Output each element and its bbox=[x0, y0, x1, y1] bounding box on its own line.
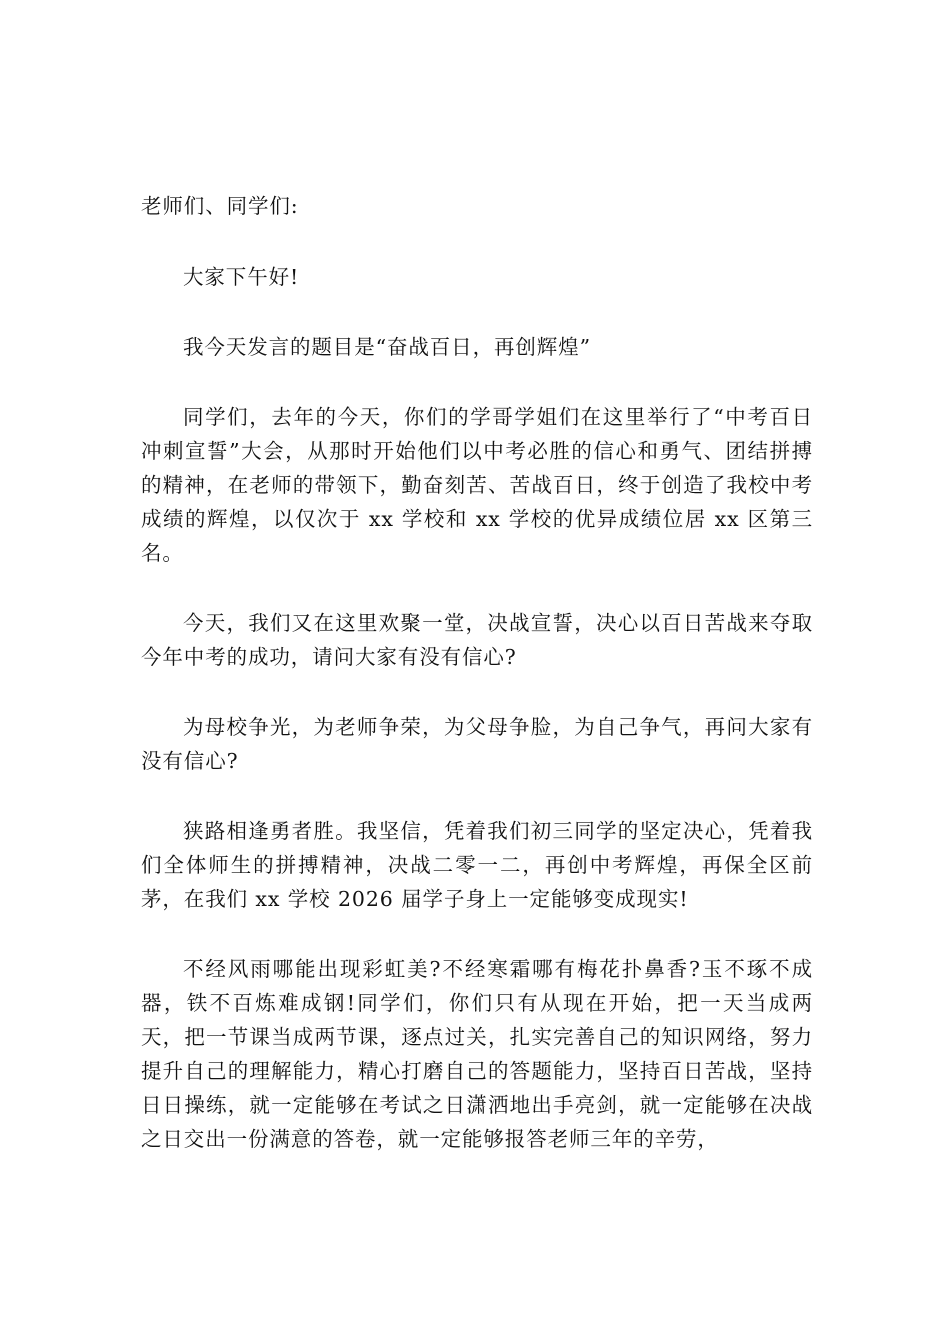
paragraph-last-year: 同学们，去年的今天，你们的学哥学姐们在这里举行了“中考百日冲刺宣誓”大会，从那时开始他们以中考必胜的信心和勇气、团结拼搏的精神，在老师的带领下，勤奋刻苦、苦战百日，终于创造了我校中考成绩的辉煌，以仅次于 xx 学校和 xx 学校的优异成绩位居 xx 区第三名。 bbox=[141, 405, 813, 565]
paragraph-today: 今天，我们又在这里欢聚一堂，决战宣誓，决心以百日苦战来夺取今年中考的成功，请问大家有没有信心? bbox=[141, 611, 813, 669]
speech-body bbox=[141, 189, 813, 1156]
paragraph-greeting: 大家下午好! bbox=[183, 265, 300, 289]
paragraph-belief: 狭路相逢勇者胜。我坚信，凭着我们初三同学的坚定决心，凭着我们全体师生的拼搏精神，决战二零一二，再创中考辉煌，再保全区前茅，在我们 xx 学校 2026 届学子身上一定能够变成现实! bbox=[141, 819, 813, 911]
paragraph-topic: 我今天发言的题目是“奋战百日，再创辉煌” bbox=[183, 335, 591, 359]
paragraph-effort: 不经风雨哪能出现彩虹美?不经寒霜哪有梅花扑鼻香?玉不琢不成器，铁不百炼难成钢!同学们，你们只有从现在开始，把一天当成两天，把一节课当成两节课，逐点过关，扎实完善自己的知识网络，努力提升自己的理解能力，精心打磨自己的答题能力，坚持百日苦战，坚持日日操练，就一定能够在考试之日潇洒地出手亮剑，就一定能够在决战之日交出一份满意的答卷，就一定能够报答老师三年的辛劳， bbox=[141, 957, 813, 1151]
paragraph-honor: 为母校争光，为老师争荣，为父母争脸，为自己争气，再问大家有没有信心? bbox=[141, 715, 813, 773]
salutation: 老师们、同学们: bbox=[141, 194, 299, 218]
